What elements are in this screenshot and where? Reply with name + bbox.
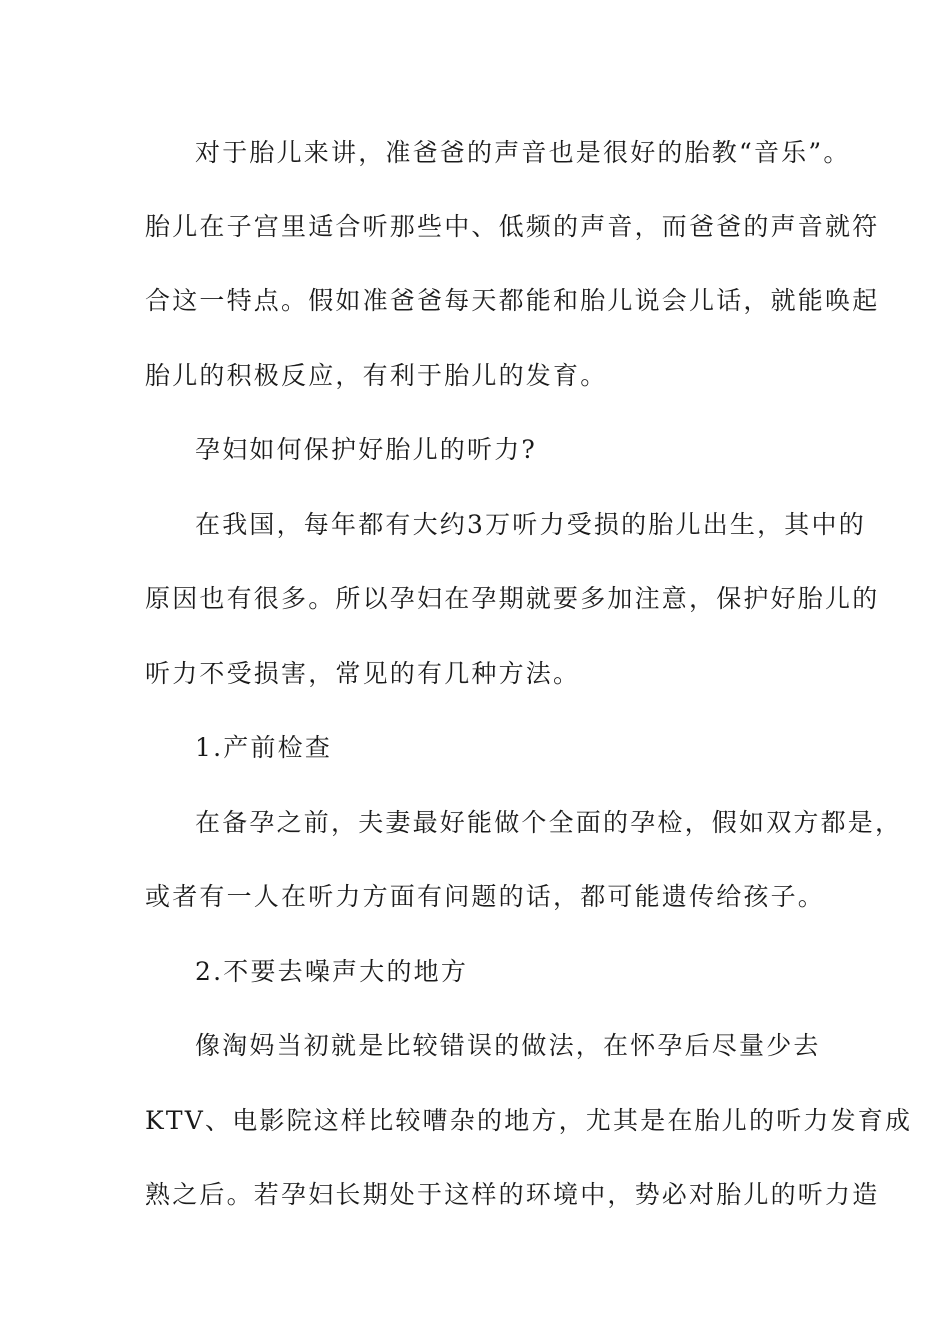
list-item-heading: 1.产前检查: [195, 733, 333, 762]
list-item-heading: 2.不要去噪声大的地方: [195, 957, 469, 986]
paragraph-line: 合这一特点。假如准爸爸每天都能和胎儿说会儿话，就能唤起: [145, 286, 880, 315]
paragraph-line: 胎儿在子宫里适合听那些中、低频的声音，而爸爸的声音就符: [145, 212, 880, 241]
paragraph-line: 或者有一人在听力方面有问题的话，都可能遗传给孩子。: [145, 882, 826, 911]
section-heading: 孕妇如何保护好胎儿的听力?: [195, 435, 538, 464]
paragraph-line: 原因也有很多。所以孕妇在孕期就要多加注意，保护好胎儿的: [145, 584, 880, 613]
paragraph-line: 熟之后。若孕妇长期处于这样的环境中，势必对胎儿的听力造: [145, 1180, 880, 1209]
paragraph-line: 像淘妈当初就是比较错误的做法，在怀孕后尽量少去: [195, 1031, 821, 1060]
paragraph-line: KTV、电影院这样比较嘈杂的地方，尤其是在胎儿的听力发育成: [145, 1106, 913, 1135]
paragraph-line: 胎儿的积极反应，有利于胎儿的发育。: [145, 361, 608, 390]
paragraph-line: 在备孕之前，夫妻最好能做个全面的孕检，假如双方都是，: [195, 808, 903, 837]
paragraph-line: 听力不受损害，常见的有几种方法。: [145, 659, 581, 688]
paragraph-line: 对于胎儿来讲，准爸爸的声音也是很好的胎教“音乐”。: [195, 138, 851, 167]
paragraph-line: 在我国，每年都有大约3万听力受损的胎儿出生，其中的: [195, 510, 866, 539]
